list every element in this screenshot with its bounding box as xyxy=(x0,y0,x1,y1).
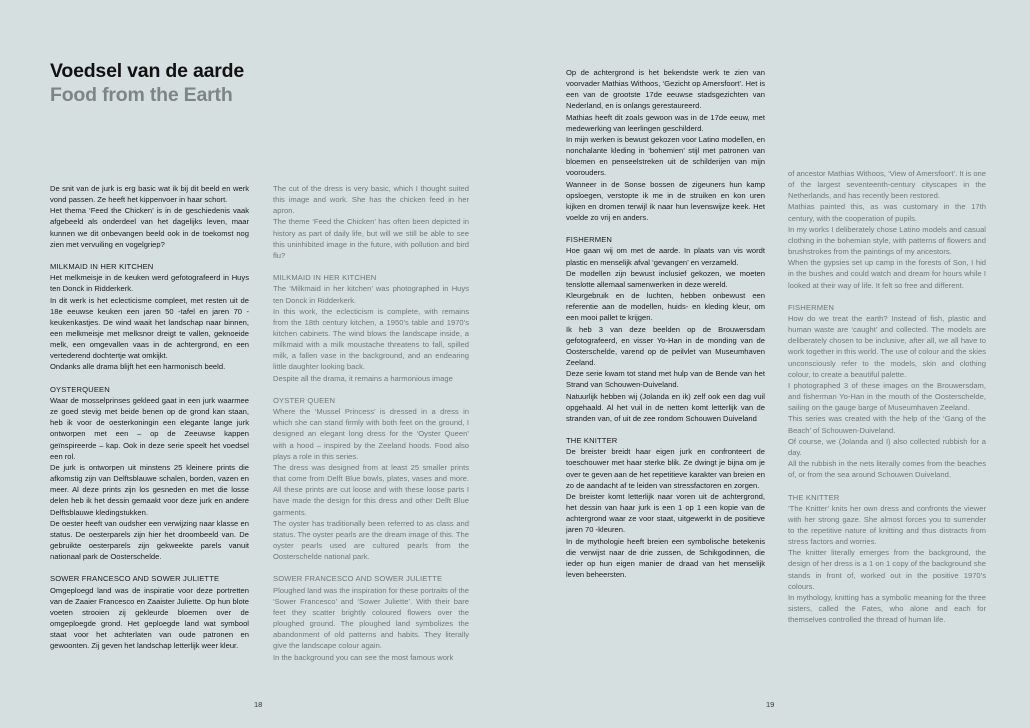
paragraph: ‘The Knitter’ knits her own dress and confronts the viewer with her strong gaze. She almost forces you to surrender to the repetitive nature of knitting and thus distracts from stress factors and worries. xyxy=(788,503,986,547)
section-heading: OYSTERQUEEN xyxy=(50,384,110,394)
section-heading: MILKMAID IN HER KITCHEN xyxy=(50,262,154,272)
paragraph: Kleurgebruik en de luchten, hebben onbewust een referentie aan de modellen, huids- en kleding kleur, om een mooi pallet te krijgen. xyxy=(566,291,765,323)
section-heading: MILKMAID IN HER KITCHEN xyxy=(273,273,377,283)
english-column-left xyxy=(273,183,469,663)
paragraph-spacer xyxy=(50,250,249,261)
page-number-left: 18 xyxy=(254,700,263,709)
paragraph-spacer xyxy=(566,223,765,234)
dutch-column-left xyxy=(50,183,249,652)
paragraph: Het melkmeisje in de keuken werd gefotografeerd in Huys ten Donck in Ridderkerk. xyxy=(50,273,249,294)
section-heading: FISHERMEN xyxy=(788,302,835,312)
paragraph: In mijn werken is bewust gekozen voor Latino modellen, en nonchalante kleding in ‘bohemien’ stijl met patronen van bloemen en penseelstreken uit de schilderijen van mijn voorouders. xyxy=(566,134,765,178)
paragraph: De jurk is ontworpen uit minstens 25 kleinere prints die afkomstig zijn van Delftsblauwe schalen, borden, vazen en meer. Al deze prints zijn los gesneden en met die losse delen heb ik het dessin gemaakt voor deze jurk en andere Delftsblauwe kledingstukken. xyxy=(50,462,249,517)
english-column-right xyxy=(788,168,986,625)
paragraph: Natuurlijk hebben wij (Jolanda en ik) zelf ook een dag vuil opgehaald. Al het vuil in de netten komt letterlijk van de stranden van, of uit de zee rondom Schouwen Duiveland xyxy=(566,391,765,423)
paragraph: Het thema ‘Feed the Chicken’ is in de geschiedenis vaak afgebeeld als onderdeel van het dagelijks leven, maar kunnen we dit onbevangen beeld ook in de toekomst nog zien met vervuiling en vogelgriep? xyxy=(50,206,249,249)
paragraph: In the background you can see the most famous work xyxy=(273,652,454,662)
paragraph: Ondanks alle drama blijft het een harmonisch beeld. xyxy=(50,362,226,372)
paragraph-spacer xyxy=(566,424,765,435)
page-number-right: 19 xyxy=(766,700,775,709)
paragraph: De snit van de jurk is erg basic wat ik bij dit beeld en werk vond passen. Ze heeft het kippenvoer in haar schort. xyxy=(50,184,249,205)
paragraph: Where the ‘Mussel Princess’ is dressed in a dress in which she can stand firmly with both feet on the ground, I designed an elegant long dress for the ‘Oyster Queen’ with a hood – inspired by the Zeeland hoods. Food also plays a role in this series. xyxy=(273,407,469,461)
paragraph: When the gypsies set up camp in the forests of Son, I hid in the bushes and could watch and dream for hours while I looked at their way of life. It felt so free and different. xyxy=(788,258,986,290)
paragraph: Wanneer in de Sonse bossen de zigeuners hun kamp opsloegen, verstopte ik me in de struiken en kon uren kijken en dromen terwijl ik naar hun levenswijze keek. Het voelde zo vrij en anders. xyxy=(566,179,765,223)
section-heading: THE KNITTER xyxy=(788,492,840,502)
paragraph: In my works I deliberately chose Latino models and casual clothing in the bohemian style, with patterns of flowers and brushstrokes from the paintings of my ancestors. xyxy=(788,224,986,257)
paragraph: Mathias heeft dit zoals gewoon was in de 17de eeuw, met medewerking van leerlingen geschilderd. xyxy=(566,112,765,133)
paragraph: Op de achtergrond is het bekendste werk te zien van voorvader Mathias Withoos, ‘Gezicht op Amersfoort’. Het is een van de grootste 17de eeuwse stadsgezichten van Nederland, en is onlangs gerestaureerd. xyxy=(566,68,765,111)
paragraph: Despite all the drama, it remains a harmonious image xyxy=(273,373,453,383)
section-heading: FISHERMEN xyxy=(566,235,613,245)
paragraph: of ancestor Mathias Withoos, ‘View of Amersfoort’. It is one of the largest seventeenth-century cityscapes in the Netherlands, and has recently been restored. xyxy=(788,169,986,201)
paragraph: Hoe gaan wij om met de aarde. In plaats van vis wordt plastic en menselijk afval ‘gevangen’ en verzameld. xyxy=(566,246,765,267)
section-heading: OYSTER QUEEN xyxy=(273,395,336,405)
paragraph: The theme ‘Feed the Chicken’ has often been depicted in history as part of daily life, but will we still be able to see this uninhibited image in the future, with pollution and bird flu? xyxy=(273,217,469,260)
paragraph: The cut of the dress is very basic, which I thought suited this image and work. She has the chicken feed in her apron. xyxy=(273,184,469,216)
dutch-column-right xyxy=(566,67,765,580)
paragraph: This series was created with the help of the ‘Gang of the Beach’ of Schouwen-Duiveland. xyxy=(788,414,986,435)
paragraph: Mathias painted this, as was customary in the 17th century, with the cooperation of pupils. xyxy=(788,202,986,223)
section-heading: SOWER FRANCESCO AND SOWER JULIETTE xyxy=(273,574,443,584)
paragraph: Waar de mosselprinses gekleed gaat in een jurk waarmee ze goed stevig met beide benen op de grond kan staan, heb ik voor de oesterkoningin een elegante lange jurk ontworpen met een – op de Zeeuwse kappen geïnspireerde – kap. Ook in deze serie speelt het voedsel een rol. xyxy=(50,395,249,461)
paragraph: The ‘Milkmaid in her kitchen’ was photographed in Huys ten Donck in Ridderkerk. xyxy=(273,284,469,305)
paragraph: All the rubbish in the nets literally comes from the beaches of, or from the sea around Schouwen Duiveland. xyxy=(788,459,986,480)
paragraph-spacer xyxy=(273,261,469,272)
paragraph: Ploughed land was the inspiration for these portraits of the ‘Sower Francesco’ and ‘Sower Juliette’. With their bare feet they scatter brightly coloured flowers over the ploughed ground. The ploughed land symbolizes the abandonment of old patterns and habits. They literally give the landscape colour again. xyxy=(273,585,469,651)
page-title-english: Food from the Earth xyxy=(50,84,233,106)
paragraph: De oester heeft van oudsher een verwijzing naar klasse en status. De oesterparels zijn hier het droombeeld van. De gebruikte oesterparels zijn gekweekte parels vanuit nationaal park de Oosterschelde. xyxy=(50,518,249,562)
paragraph-spacer xyxy=(50,373,249,384)
paragraph: Ik heb 3 van deze beelden op de Brouwersdam gefotografeerd, en visser Yo-Han in de monding van de Oosterschelde, varend op de peilvlet van Museumhaven Zeeland. xyxy=(566,324,765,368)
paragraph-spacer xyxy=(788,291,986,302)
page-title-dutch: Voedsel van de aarde xyxy=(50,60,244,82)
paragraph-spacer xyxy=(273,384,469,395)
paragraph: Omgeploegd land was de inspiratie voor deze portretten van de Zaaier Francesco en Zaaister Juliette. Op hun blote voeten strooien zij gekleurde bloemen over de omgeploegde grond. Het geploegde land wat symbool staat voor het achterlaten van oude patronen en gewoonten. Zij geven het landschap letterlijk weer kleur. xyxy=(50,585,249,651)
paragraph-spacer xyxy=(273,562,469,573)
paragraph: De breister breidt haar eigen jurk en confronteert de toeschouwer met haar sterke blik. Ze dwingt je bijna om je over te geven aan de het repetitieve karakter van breien en zo de aandacht af te leiden van stressfactoren en zorgen. xyxy=(566,447,765,490)
paragraph: How do we treat the earth? Instead of fish, plastic and human waste are ‘caught’ and collected. The models are deliberately chosen to be inclusive, after all, we all have to work together in this world. The use of colour and the skies unconsciously refer to the models, skin and clothing colour, to create a beautiful palette. xyxy=(788,314,986,379)
paragraph: Deze serie kwam tot stand met hulp van de Bende van het Strand van Schouwen-Duiveland. xyxy=(566,369,765,390)
paragraph: In dit werk is het eclecticisme compleet, met resten uit de 18e eeuwse keuken een jaren 50 -tafel en jaren 70 - keukenkastjes. De wind waait het landschap naar binnen, een melkmeisje met melksnor dreigt te vallen, geknoeide melk, een omgevallen vaas in de achtergrond, en een vertederend dochtertje wat omkijkt. xyxy=(50,295,249,361)
paragraph: De breister komt letterlijk naar voren uit de achtergrond, het dessin van haar jurk is een 1 op 1 een kopie van de achtergrond waar ze voor staat, uitgewerkt in de positieve jaren 70 -kleuren. xyxy=(566,491,765,535)
paragraph: I photographed 3 of these images on the Brouwersdam, and fisherman Yo-Han in the mouth of the Oosterschelde, sailing on the gauge barge of Museumhaven Zeeland. xyxy=(788,380,986,413)
paragraph-spacer xyxy=(50,562,249,573)
section-heading: THE KNITTER xyxy=(566,436,618,446)
paragraph: In de mythologie heeft breien een symbolische betekenis die verwijst naar de drie zussen, de Schikgodinnen, die ieder op hun eigen manier de draad van het menselijk leven beheersten. xyxy=(566,536,765,579)
paragraph: De modellen zijn bewust inclusief gekozen, we moeten tenslotte allemaal samenwerken in deze wereld. xyxy=(566,268,765,289)
paragraph: The oyster has traditionally been referred to as class and status. The oyster pearls are the dream image of this. The oyster pearls used are cultured pearls from the Oosterschelde national park. xyxy=(273,518,469,562)
section-heading: SOWER FRANCESCO AND SOWER JULIETTE xyxy=(50,574,220,584)
paragraph: In mythology, knitting has a symbolic meaning for the three sisters, called the Fates, who alone and each for themselves controlled the thread of human life. xyxy=(788,592,986,625)
paragraph: The knitter literally emerges from the background, the design of her dress is a 1 on 1 copy of the background she stands in front of, worked out in the positive 1970’s colours. xyxy=(788,548,986,591)
paragraph: In this work, the eclecticism is complete, with remains from the 18th century kitchen, a 1950’s table and 1970’s kitchen cabinets. The wind blows the landscape inside, a milkmaid with a milk moustache threatens to fall, spilled milk, a fallen vase in the background, and an endearing little daughter looking back. xyxy=(273,306,469,372)
paragraph: The dress was designed from at least 25 smaller prints that come from Delft Blue bowls, plates, vases and more. All these prints are cut loose and with these loose parts I have made the design for this dress and other Delft Blue garments. xyxy=(273,462,469,517)
paragraph: Of course, we (Jolanda and I) also collected rubbish for a day. xyxy=(788,436,986,457)
paragraph-spacer xyxy=(788,480,986,491)
